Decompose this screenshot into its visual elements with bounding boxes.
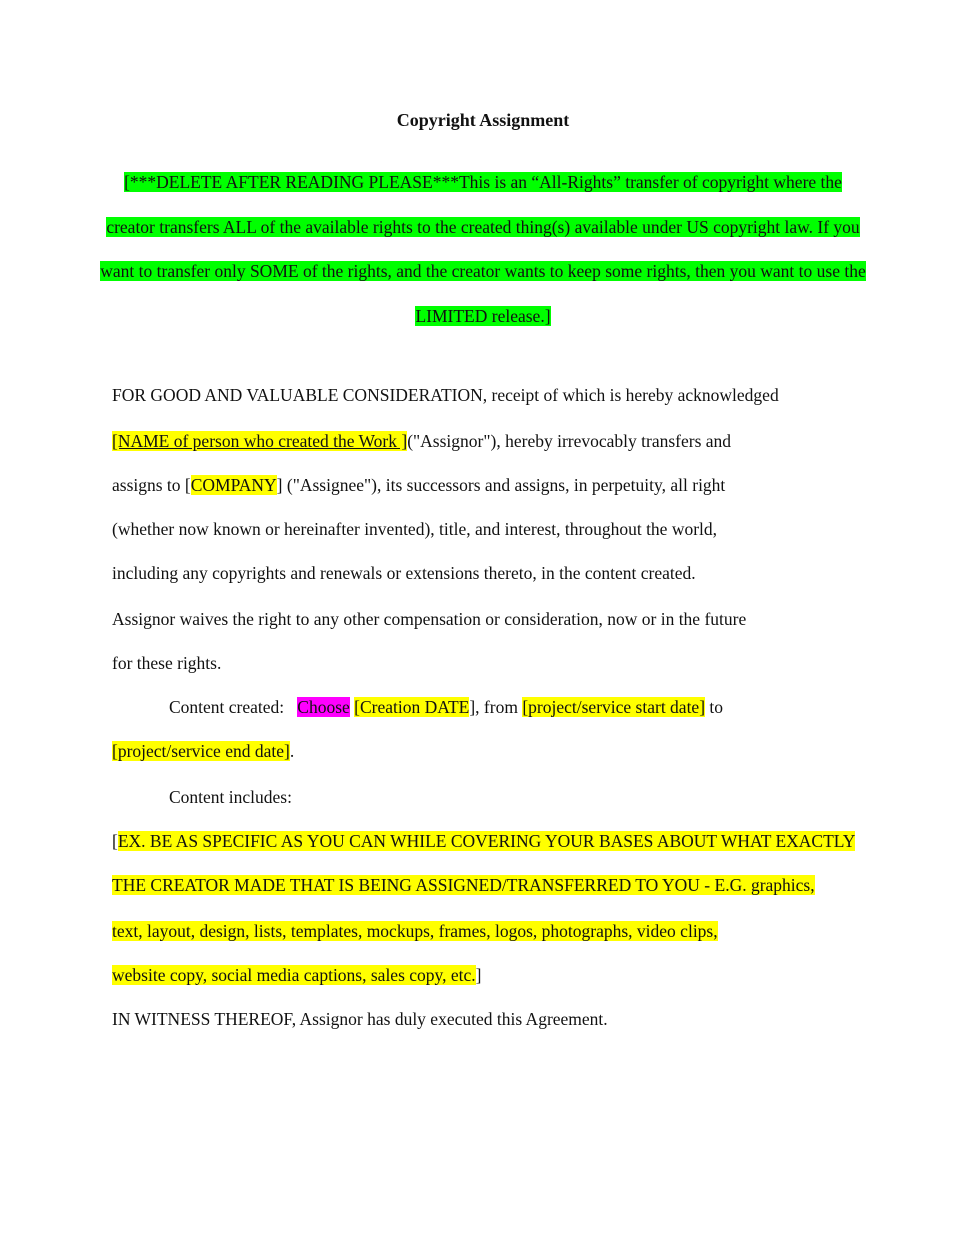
assignee-line [112,475,872,496]
company-field[interactable]: COMPANY [190,475,277,495]
start-date-field[interactable]: [project/service start date] [522,697,706,717]
rights-line: (whether now known or hereinafter invented), title, and interest, throughout the world, [112,519,718,539]
consideration-line: FOR GOOD AND VALUABLE CONSIDERATION, receipt of which is hereby acknowledged [112,385,779,405]
includes-line-1 [112,831,872,852]
creation-date-field[interactable]: [Creation DATE [354,697,470,717]
document-title: Copyright Assignment [396,110,570,130]
end-date-punct: . [289,741,295,761]
end-date-field[interactable]: [project/service end date] [112,741,290,761]
includes-field-2[interactable]: THE CREATOR MADE THAT IS BEING ASSIGNED/TRANSFERRED TO YOU - E.G. graphics, [112,875,815,895]
includes-line-4 [112,965,872,986]
copyrights-line: including any copyrights and renewals or extensions thereto, in the content created. [112,563,696,583]
includes-field-4[interactable]: website copy, social media captions, sales copy, etc. [112,965,476,985]
content-created-line [169,697,929,718]
witness-line: IN WITNESS THEREOF, Assignor has duly executed this Agreement. [112,1009,608,1029]
includes-close-bracket: ] [475,965,482,985]
assignee-line-prefix: assigns to [ [112,475,191,495]
assignor-line [112,431,872,452]
content-includes-label: Content includes: [169,787,292,807]
to-text: to [705,697,724,717]
assignor-line-text: ("Assignor"), hereby irrevocably transfers and [407,431,732,451]
waiver-line: Assignor waives the right to any other compensation or consideration, now or in the future [112,609,747,629]
waiver-line-end: for these rights. [112,653,222,673]
includes-line-3 [112,921,872,942]
includes-field-3[interactable]: text, layout, design, lists, templates, mockups, frames, logos, photographs, video clips, [112,921,718,941]
includes-line-2 [112,875,872,896]
from-text: ], from [469,697,523,717]
content-created-label: Content created: [169,697,285,717]
instruction-note-text: [***DELETE AFTER READING PLEASE***This is an “All-Rights” transfer of copyright where the creator transfers ALL of the available rights to the created thing(s) available under US copyright law. If you want to transfer only SOME of the rights, and the creator wants to keep some rights, then you want to use the LIMITED release.] [100,172,866,326]
assignee-line-text: ] ("Assignee"), its successors and assigns, in perpetuity, all right [276,475,726,495]
assignor-name-field[interactable]: [NAME of person who created the Work ] [112,431,408,451]
includes-field-1[interactable]: EX. BE AS SPECIFIC AS YOU CAN WHILE COVERING YOUR BASES ABOUT WHAT EXACTLY [117,831,856,851]
instruction-note [100,160,866,338]
includes-open-bracket: [ [112,831,118,851]
end-date-line [112,741,872,762]
choose-date-field[interactable]: Choose [297,697,350,717]
